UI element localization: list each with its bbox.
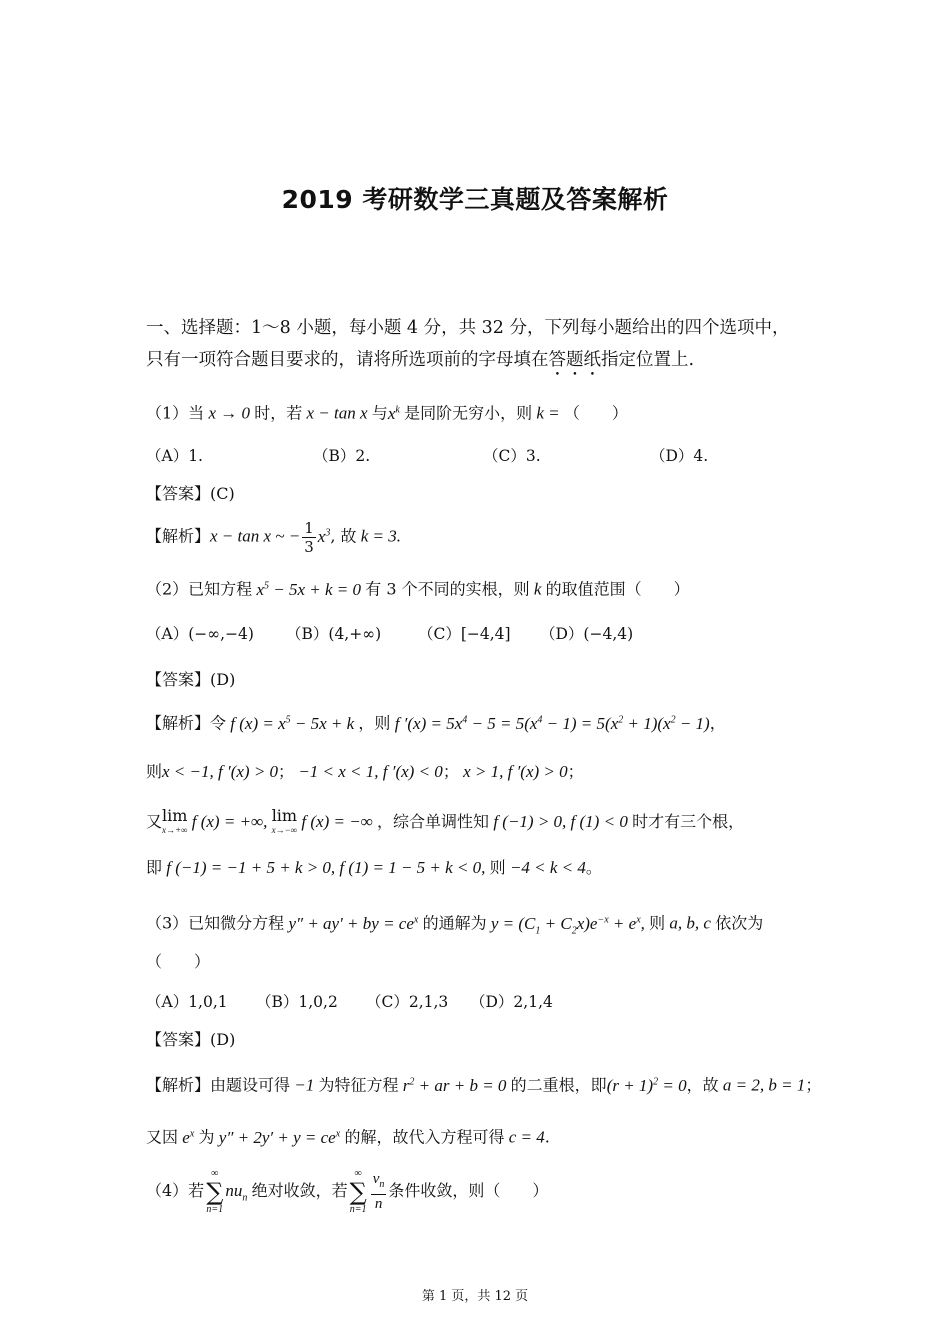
q1-option-c: （C）3. — [483, 447, 541, 465]
q3-analysis-line1: 【解析】由题设可得 −1 为特征方程 $r^2$ + ar + b = 0 的二重根，即$(r + 1)^2 = 0$，故 a = 2, b = 1； — [146, 1075, 822, 1095]
q1-answer: 【答案】(C) — [146, 484, 235, 503]
q3-analysis-line2: 又因 $e^x$ 为 $y'' + 2y' + y = ce^x$ 的解，故代入方程可得 c = 4. — [146, 1127, 550, 1147]
q3-answer: 【答案】(D) — [146, 1030, 236, 1049]
q2-analysis-line3: 又 lim x→+∞ f (x) = +∞, lim x→−∞ f (x) = −∞ ，综合单调性知 f (−1) > 0, f (1) < 0 时才有三个根， — [146, 805, 745, 835]
q1-option-b: （B）2. — [313, 447, 371, 465]
q2-option-b: （B）(4,+∞) — [286, 625, 382, 643]
q3-option-d: （D）2,1,4 — [470, 993, 553, 1011]
q3-option-c: （C）2,1,3 — [366, 993, 449, 1011]
question-2-stem: （2）已知方程 $x^5 - 5x + k = 0$ 有 3 个不同的实根，则 k 的取值范围（ ） — [146, 579, 690, 599]
q2-answer: 【答案】(D) — [146, 670, 236, 689]
q2-option-c: （C）[−4,4] — [418, 625, 511, 643]
q1-option-d: （D）4. — [650, 447, 709, 465]
q3-paren: （ ） — [146, 952, 211, 971]
section-instructions-line2: 只有一项符合题目要求的，请将所选项前的字母填在答题纸指定位置上. — [146, 350, 695, 370]
q3-option-a: （A）1,0,1 — [146, 993, 228, 1011]
q2-analysis-line1: 【解析】令 f $(x) = x^5 - 5x + k$ ，则 f $'(x) = 5x^4 - 5 = 5(x^4 - 1) = 5(x^2 + 1)(x^2 - 1)$， — [146, 713, 726, 733]
q1-option-a: （A）1. — [146, 447, 203, 465]
q1-analysis: 【解析】x − tan x ~ − $\frac{1}{3}$ $x^3$, 故 k = 3. — [146, 518, 402, 556]
q2-analysis-line4: 即 f (−1) = −1 + 5 + k > 0, f (1) = 1 − 5 + k < 0, 则 −4 < k < 4。 — [146, 858, 602, 877]
page-title: 2019 考研数学三真题及答案解析 — [281, 185, 669, 214]
question-1-stem: （1）当 x → 0 时，若 x − tan x 与$x^k$ 是同阶无穷小，则 k = （ ） — [146, 403, 628, 423]
question-4-stem: （4）若 ∞ ∑ n=1 $nu_n$ 绝对收敛，若 ∞ ∑ n=1 $\frac{v_n}{n}$ 条件收敛，则（ ） — [146, 1167, 549, 1215]
q2-option-a: （A）(−∞,−4) — [146, 625, 254, 643]
q2-option-d: （D）(−4,4) — [540, 625, 634, 643]
q2-analysis-line2: 则x < −1, f ′(x) > 0； −1 < x < 1, f ′(x) < 0； x > 1, f ′(x) > 0； — [146, 762, 584, 781]
page-footer: 第 1 页，共 12 页 — [421, 1289, 529, 1304]
emphasized-text: 答题纸 — [548, 350, 601, 370]
question-3-stem: （3）已知微分方程 y″ + ay′ + by = $ce^x$ 的通解为 $y = (C_1 + C_2x)e^{-x} + e^x$, 则 a, b, c 依次为 — [146, 913, 764, 937]
q3-option-b: （B）1,0,2 — [256, 993, 338, 1011]
section-instructions-line1: 一、选择题：1～8 小题，每小题 4 分，共 32 分，下列每小题给出的四个选项中， — [146, 318, 790, 338]
